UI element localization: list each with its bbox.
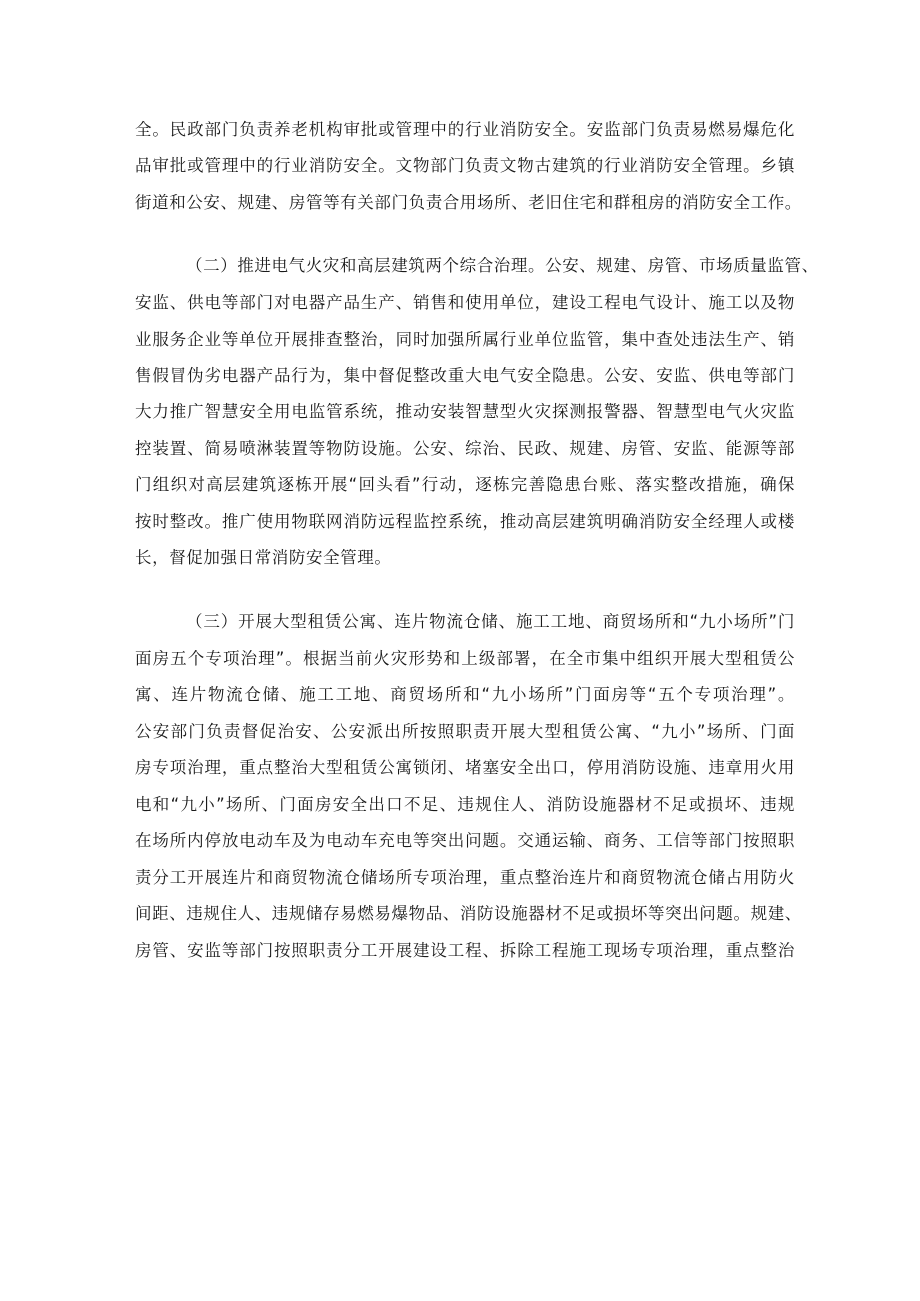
text-line: 品审批或管理中的行业消防安全。文物部门负责文物古建筑的行业消防安全管理。乡镇 [135, 156, 795, 175]
text-line: 街道和公安、规建、房管等有关部门负责合用场所、老旧住宅和群租房的消防安全工作。 [135, 193, 802, 212]
text-line: 门组织对高层建筑逐栋开展“回头看”行动，逐栋完善隐患台账、落实整改措施，确保 [135, 475, 795, 494]
text-line: 业服务企业等单位开展排查整治，同时加强所属行业单位监管，集中查处违法生产、销 [135, 330, 795, 349]
text-line: 电和“九小”场所、门面房安全出口不足、违规住人、消防设施器材不足或损坏、违规 [135, 795, 795, 814]
text-line: 全。民政部门负责养老机构审批或管理中的行业消防安全。安监部门负责易燃易爆危化 [135, 120, 795, 139]
text-line: 长，督促加强日常消防安全管理。 [135, 548, 392, 567]
text-line: 房管、安监等部门按照职责分工开展建设工程、拆除工程施工现场专项治理，重点整治 [135, 941, 795, 960]
text-line: 安监、供电等部门对电器产品生产、销售和使用单位，建设工程电气设计、施工以及物 [135, 293, 795, 312]
text-line: （二）推进电气火灾和高层建筑两个综合治理。公安、规建、房管、市场质量监管、 [186, 256, 819, 275]
text-line: 在场所内停放电动车及为电动车充电等突出问题。交通运输、商务、工信等部门按照职 [135, 831, 795, 850]
text-line: 售假冒伪劣电器产品行为，集中督促整改重大电气安全隐患。公安、安监、供电等部门 [135, 366, 795, 385]
text-line: 间距、违规住人、违规储存易燃易爆物品、消防设施器材不足或损坏等突出问题。规建、 [135, 904, 802, 923]
text-line: 大力推广智慧安全用电监管系统，推动安装智慧型火灾探测报警器、智慧型电气火灾监 [135, 402, 795, 421]
text-line: （三）开展大型租赁公寓、连片物流仓储、施工工地、商贸场所和“九小场所”门 [186, 612, 795, 631]
text-line: 公安部门负责督促治安、公安派出所按照职责开展大型租赁公寓、“九小”场所、门面 [135, 722, 795, 741]
text-line: 房专项治理，重点整治大型租赁公寓锁闭、堵塞安全出口，停用消防设施、违章用火用 [135, 758, 795, 777]
text-line: 寓、连片物流仓储、施工工地、商贸场所和“九小场所”门面房等“五个专项治理”。 [135, 685, 795, 704]
text-line: 按时整改。推广使用物联网消防远程监控系统，推动高层建筑明确消防安全经理人或楼 [135, 512, 795, 531]
text-line: 控装置、简易喷淋装置等物防设施。公安、综治、民政、规建、房管、安监、能源等部 [135, 439, 795, 458]
text-line: 面房五个专项治理”。根据当前火灾形势和上级部署，在全市集中组织开展大型租赁公 [135, 649, 795, 668]
text-line: 责分工开展连片和商贸物流仓储场所专项治理，重点整治连片和商贸物流仓储占用防火 [135, 868, 795, 887]
